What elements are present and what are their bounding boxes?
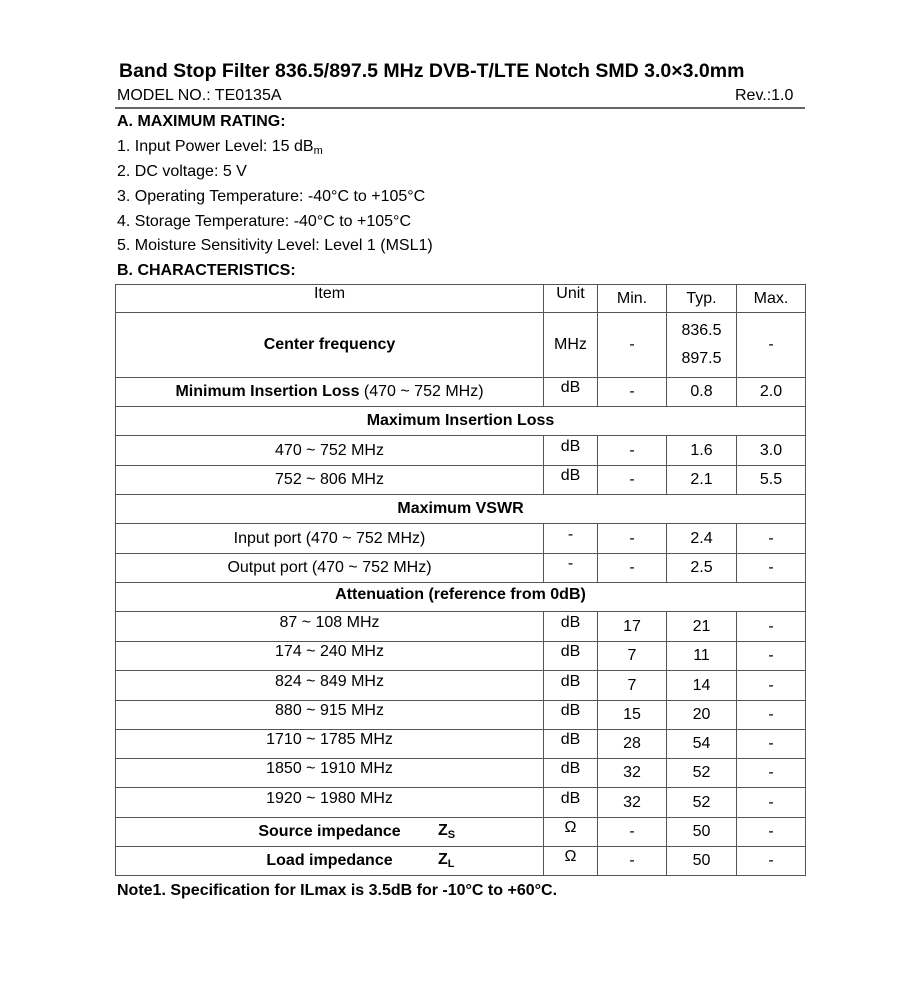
row-label (116, 788, 544, 818)
row-label: Output port (470 ~ 752 MHz) (116, 554, 544, 583)
unit-text: Ω (564, 848, 577, 865)
row-label (116, 730, 544, 759)
rating-storage-temp: 4. Storage Temperature: -40°C to +105°C (117, 213, 411, 230)
cell-max: - (737, 701, 806, 730)
unit-text: dB (560, 672, 581, 690)
row-label-text: 824 ~ 849 MHz (275, 672, 384, 690)
cell-unit (544, 554, 598, 583)
row-label (116, 818, 544, 847)
row-label: Input port (470 ~ 752 MHz) (116, 524, 544, 554)
row-label (116, 378, 544, 407)
cell-typ: 50 (667, 818, 737, 847)
table-row (116, 788, 806, 818)
cell-unit (544, 818, 598, 847)
cell-typ: 52 (667, 788, 737, 818)
group-heading-max-il: Maximum Insertion Loss (116, 407, 806, 436)
rating-operating-temp: 3. Operating Temperature: -40°C to +105°C (117, 188, 426, 205)
cell-unit (544, 642, 598, 671)
table-row (116, 524, 806, 554)
typ-value-1: 836.5 (681, 322, 722, 339)
cell-unit (544, 671, 598, 701)
table-row (116, 436, 806, 466)
table-row (116, 818, 806, 847)
cell-unit (544, 730, 598, 759)
header-min: Min. (598, 285, 667, 313)
section-b-heading: B. CHARACTERISTICS: (117, 262, 296, 279)
row-label: Center frequency (116, 313, 544, 378)
cell-max: 5.5 (737, 466, 806, 495)
row-label (116, 759, 544, 788)
cell-typ: 0.8 (667, 378, 737, 407)
cell-min: - (598, 524, 667, 554)
cell-max: - (737, 313, 806, 378)
z-symbol: Z (438, 822, 448, 839)
cell-min: 7 (598, 671, 667, 701)
cell-min: 32 (598, 759, 667, 788)
table-row (116, 730, 806, 759)
cell-min: - (598, 436, 667, 466)
z-symbol: Z (438, 851, 448, 868)
cell-min: 7 (598, 642, 667, 671)
cell-unit (544, 847, 598, 876)
rating-input-power (117, 138, 323, 156)
row-label-text: 1850 ~ 1910 MHz (266, 760, 393, 777)
cell-typ: 54 (667, 730, 737, 759)
cell-unit (544, 788, 598, 818)
row-label (116, 642, 544, 671)
cell-typ: 2.1 (667, 466, 737, 495)
cell-min: - (598, 466, 667, 495)
header-typ: Typ. (667, 285, 737, 313)
typ-value-2: 897.5 (681, 350, 722, 367)
row-label (116, 671, 544, 701)
row-label-text: 1710 ~ 1785 MHz (266, 731, 393, 748)
unit-text: dB (560, 643, 581, 660)
cell-unit (544, 436, 598, 466)
unit-text: Ω (564, 819, 577, 836)
table-row (116, 378, 806, 407)
cell-max: - (737, 818, 806, 847)
row-label-text: 87 ~ 108 MHz (279, 613, 380, 631)
load-impedance-label: Load impedance (266, 852, 393, 869)
table-group-row (116, 407, 806, 436)
cell-max: - (737, 847, 806, 876)
table-row (116, 554, 806, 583)
unit-text: - (567, 525, 574, 543)
cell-min: 17 (598, 612, 667, 642)
cell-typ: 2.4 (667, 524, 737, 554)
unit-text: dB (560, 613, 581, 631)
row-label (116, 701, 544, 730)
load-impedance-symbol (438, 851, 455, 869)
cell-min: - (598, 378, 667, 407)
group-heading-vswr: Maximum VSWR (116, 495, 806, 524)
row-label-text: 880 ~ 915 MHz (275, 702, 384, 719)
section-a-heading: A. MAXIMUM RATING: (117, 113, 286, 130)
cell-max: 3.0 (737, 436, 806, 466)
row-label-text: 1920 ~ 1980 MHz (266, 789, 393, 807)
cell-max: - (737, 759, 806, 788)
table-row (116, 466, 806, 495)
cell-typ: 1.6 (667, 436, 737, 466)
table-row (116, 701, 806, 730)
cell-min: - (598, 313, 667, 378)
source-impedance-symbol (438, 822, 455, 840)
z-subscript: L (447, 858, 455, 870)
cell-unit (544, 759, 598, 788)
characteristics-table (115, 284, 806, 876)
unit-text: dB (560, 731, 581, 748)
unit-text: dB (560, 789, 581, 807)
row-label: 752 ~ 806 MHz (116, 466, 544, 495)
unit-text: - (567, 555, 574, 572)
table-header-row (116, 285, 806, 313)
table-row (116, 642, 806, 671)
cell-max: - (737, 642, 806, 671)
z-subscript: S (447, 829, 456, 841)
table-row (116, 671, 806, 701)
cell-unit (544, 378, 598, 407)
rating-dc-voltage: 2. DC voltage: 5 V (117, 163, 247, 180)
cell-typ: 50 (667, 847, 737, 876)
rating-input-power-text: 1. Input Power Level: 15 dB (117, 138, 314, 155)
table-row (116, 313, 806, 378)
cell-min: 32 (598, 788, 667, 818)
cell-unit: MHz (544, 313, 598, 378)
cell-unit (544, 612, 598, 642)
unit-text: dB (560, 379, 581, 396)
cell-min: 15 (598, 701, 667, 730)
cell-max: - (737, 554, 806, 583)
cell-min: - (598, 554, 667, 583)
row-label-text: 174 ~ 240 MHz (275, 643, 384, 660)
cell-unit (544, 466, 598, 495)
cell-typ: 21 (667, 612, 737, 642)
header-unit: Unit (544, 285, 598, 313)
model-number: MODEL NO.: TE0135A (117, 87, 282, 104)
document-title: Band Stop Filter 836.5/897.5 MHz DVB-T/LTE Notch SMD 3.0×3.0mm (119, 60, 745, 82)
table-group-row (116, 495, 806, 524)
revision: Rev.:1.0 (735, 87, 794, 104)
group-heading-attenuation: Attenuation (reference from 0dB) (116, 583, 806, 612)
cell-max: - (737, 730, 806, 759)
header-item: Item (116, 285, 544, 313)
cell-max: - (737, 671, 806, 701)
cell-typ: 52 (667, 759, 737, 788)
cell-typ: 2.5 (667, 554, 737, 583)
footnote: Note1. Specification for ILmax is 3.5dB for -10°C to +60°C. (117, 882, 558, 899)
header-rule (115, 107, 805, 109)
unit-text: dB (560, 760, 581, 777)
table-group-row (116, 583, 806, 612)
cell-unit (544, 524, 598, 554)
table-row (116, 612, 806, 642)
row-label-main: Minimum Insertion Loss (175, 383, 360, 400)
table-row (116, 759, 806, 788)
unit-text: dB (560, 467, 581, 484)
cell-typ: 11 (667, 642, 737, 671)
cell-typ (667, 313, 737, 378)
rating-msl: 5. Moisture Sensitivity Level: Level 1 (MSL1) (117, 237, 433, 254)
cell-min: - (598, 818, 667, 847)
row-label: 470 ~ 752 MHz (116, 436, 544, 466)
source-impedance-label: Source impedance (258, 823, 401, 840)
rating-input-power-sub: m (313, 145, 323, 157)
header-max: Max. (737, 285, 806, 313)
cell-max: - (737, 524, 806, 554)
unit-text: dB (560, 437, 581, 455)
row-label-range: (470 ~ 752 MHz) (359, 383, 484, 400)
cell-typ: 20 (667, 701, 737, 730)
table-row (116, 847, 806, 876)
row-label (116, 847, 544, 876)
row-label (116, 612, 544, 642)
cell-min: 28 (598, 730, 667, 759)
cell-max: - (737, 788, 806, 818)
cell-max: 2.0 (737, 378, 806, 407)
cell-typ: 14 (667, 671, 737, 701)
unit-text: dB (560, 702, 581, 719)
cell-unit (544, 701, 598, 730)
cell-min: - (598, 847, 667, 876)
cell-max: - (737, 612, 806, 642)
